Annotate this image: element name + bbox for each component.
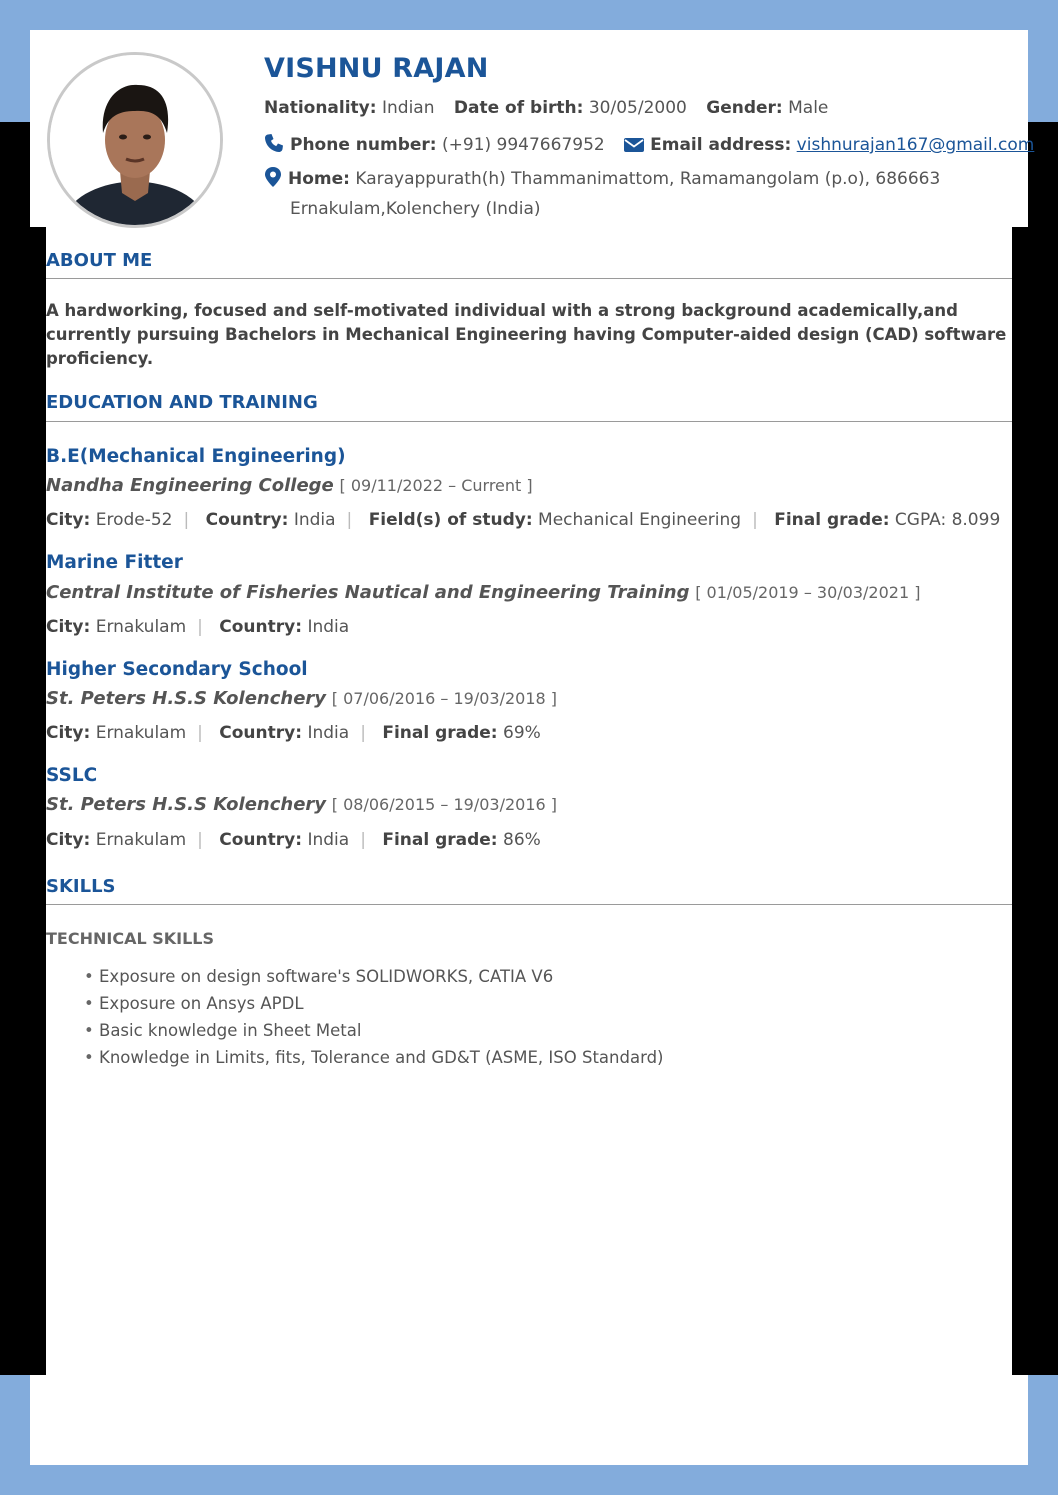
home-label: Home: — [288, 169, 350, 189]
city-value: Erode-52 — [95, 510, 173, 530]
grade-label: Final grade: — [382, 723, 498, 743]
country-value: India — [307, 830, 350, 850]
phone-icon — [264, 133, 284, 158]
list-item — [84, 1044, 664, 1071]
education-institution-line — [46, 794, 557, 815]
education-dates: [ 07/06/2016 – 19/03/2018 ] — [331, 689, 558, 708]
technical-skills-heading: TECHNICAL SKILLS — [46, 929, 214, 948]
bullet: • — [84, 1021, 94, 1040]
education-degree: SSLC — [46, 765, 98, 786]
education-dates: [ 01/05/2019 – 30/03/2021 ] — [695, 583, 921, 602]
dob-label: Date of birth: — [453, 98, 584, 118]
city-label: City: — [46, 723, 91, 743]
skill-text: Knowledge in Limits, fits, Tolerance and GD&T (ASME, ISO Standard) — [99, 1048, 664, 1067]
skill-text: Exposure on Ansys APDL — [99, 994, 304, 1013]
about-section-title: ABOUT ME — [46, 250, 153, 271]
bullet: • — [84, 967, 94, 986]
contact-line — [264, 133, 1034, 158]
education-institution-line — [46, 475, 533, 496]
education-institution-line — [46, 582, 920, 603]
list-item — [84, 1017, 664, 1044]
home-line — [264, 167, 940, 192]
skills-section-title: SKILLS — [46, 876, 116, 897]
nationality-label: Nationality: — [264, 98, 377, 118]
field-label: Field(s) of study: — [368, 510, 533, 530]
home-address-line2: Ernakulam,Kolenchery (India) — [290, 199, 541, 219]
section-divider — [46, 278, 1012, 279]
institution-name: Central Institute of Fisheries Nautical and Engineering Training — [46, 582, 690, 603]
country-label: Country: — [219, 617, 303, 637]
section-divider — [46, 904, 1012, 905]
candidate-name: VISHNU RAJAN — [264, 53, 489, 84]
country-label: Country: — [205, 510, 289, 530]
country-label: Country: — [219, 723, 303, 743]
grade-label: Final grade: — [774, 510, 890, 530]
education-dates: [ 09/11/2022 – Current ] — [339, 476, 533, 495]
phone-label: Phone number: — [290, 135, 437, 155]
grade-label: Final grade: — [382, 830, 498, 850]
envelope-icon — [624, 137, 644, 158]
gender-value: Male — [788, 98, 829, 118]
gender-label: Gender: — [706, 98, 783, 118]
city-value: Ernakulam — [95, 617, 187, 637]
list-item — [84, 990, 664, 1017]
skill-text: Basic knowledge in Sheet Metal — [99, 1021, 362, 1040]
institution-name: St. Peters H.S.S Kolenchery — [46, 688, 327, 709]
education-meta: City: Ernakulam | Country: India | Final grade: 69% — [46, 723, 541, 743]
country-label: Country: — [219, 830, 303, 850]
bullet: • — [84, 1048, 94, 1067]
city-label: City: — [46, 617, 91, 637]
grade-value: 86% — [503, 830, 541, 850]
skills-list — [84, 963, 664, 1071]
phone-value: (+91) 9947667952 — [442, 135, 605, 155]
list-item — [84, 963, 664, 990]
field-value: Mechanical Engineering — [538, 510, 742, 530]
profile-photo — [47, 52, 223, 228]
city-label: City: — [46, 510, 91, 530]
footer-card — [30, 1375, 1028, 1465]
education-degree: Higher Secondary School — [46, 659, 308, 680]
about-text: A hardworking, focused and self-motivated individual with a strong background academically,and currently pursuing Bachelors in Mechanical Engineering having Computer-aided design (CAD) software proficiency. — [46, 301, 1007, 368]
education-dates: [ 08/06/2015 – 19/03/2016 ] — [331, 795, 558, 814]
section-divider — [46, 421, 1012, 422]
country-value: India — [293, 510, 336, 530]
institution-name: St. Peters H.S.S Kolenchery — [46, 794, 327, 815]
email-link[interactable]: vishnurajan167@gmail.com — [796, 135, 1035, 155]
education-section-title: EDUCATION AND TRAINING — [46, 392, 318, 413]
skill-text: Exposure on design software's SOLIDWORKS, CATIA V6 — [99, 967, 554, 986]
home-address-line1: Karayappurath(h) Thammanimattom, Ramamangolam (p.o), 686663 — [355, 169, 941, 189]
dob-value: 30/05/2000 — [588, 98, 687, 118]
city-value: Ernakulam — [95, 723, 187, 743]
education-meta: City: Erode-52 | Country: India | Field(s) of study: Mechanical Engineering | Final grade: CGPA: 8.099 — [46, 510, 1001, 530]
grade-value: CGPA: 8.099 — [894, 510, 1001, 530]
personal-info-line — [264, 98, 828, 118]
city-value: Ernakulam — [95, 830, 187, 850]
country-value: India — [307, 617, 350, 637]
education-meta: City: Ernakulam | Country: India — [46, 617, 350, 637]
country-value: India — [307, 723, 350, 743]
grade-value: 69% — [503, 723, 541, 743]
map-pin-icon — [264, 167, 282, 192]
education-degree: Marine Fitter — [46, 552, 183, 573]
nationality-value: Indian — [381, 98, 435, 118]
education-institution-line — [46, 688, 557, 709]
education-meta: City: Ernakulam | Country: India | Final grade: 86% — [46, 830, 541, 850]
institution-name: Nandha Engineering College — [46, 475, 334, 496]
city-label: City: — [46, 830, 91, 850]
email-label: Email address: — [650, 135, 792, 155]
education-degree: B.E(Mechanical Engineering) — [46, 446, 346, 467]
bullet: • — [84, 994, 94, 1013]
